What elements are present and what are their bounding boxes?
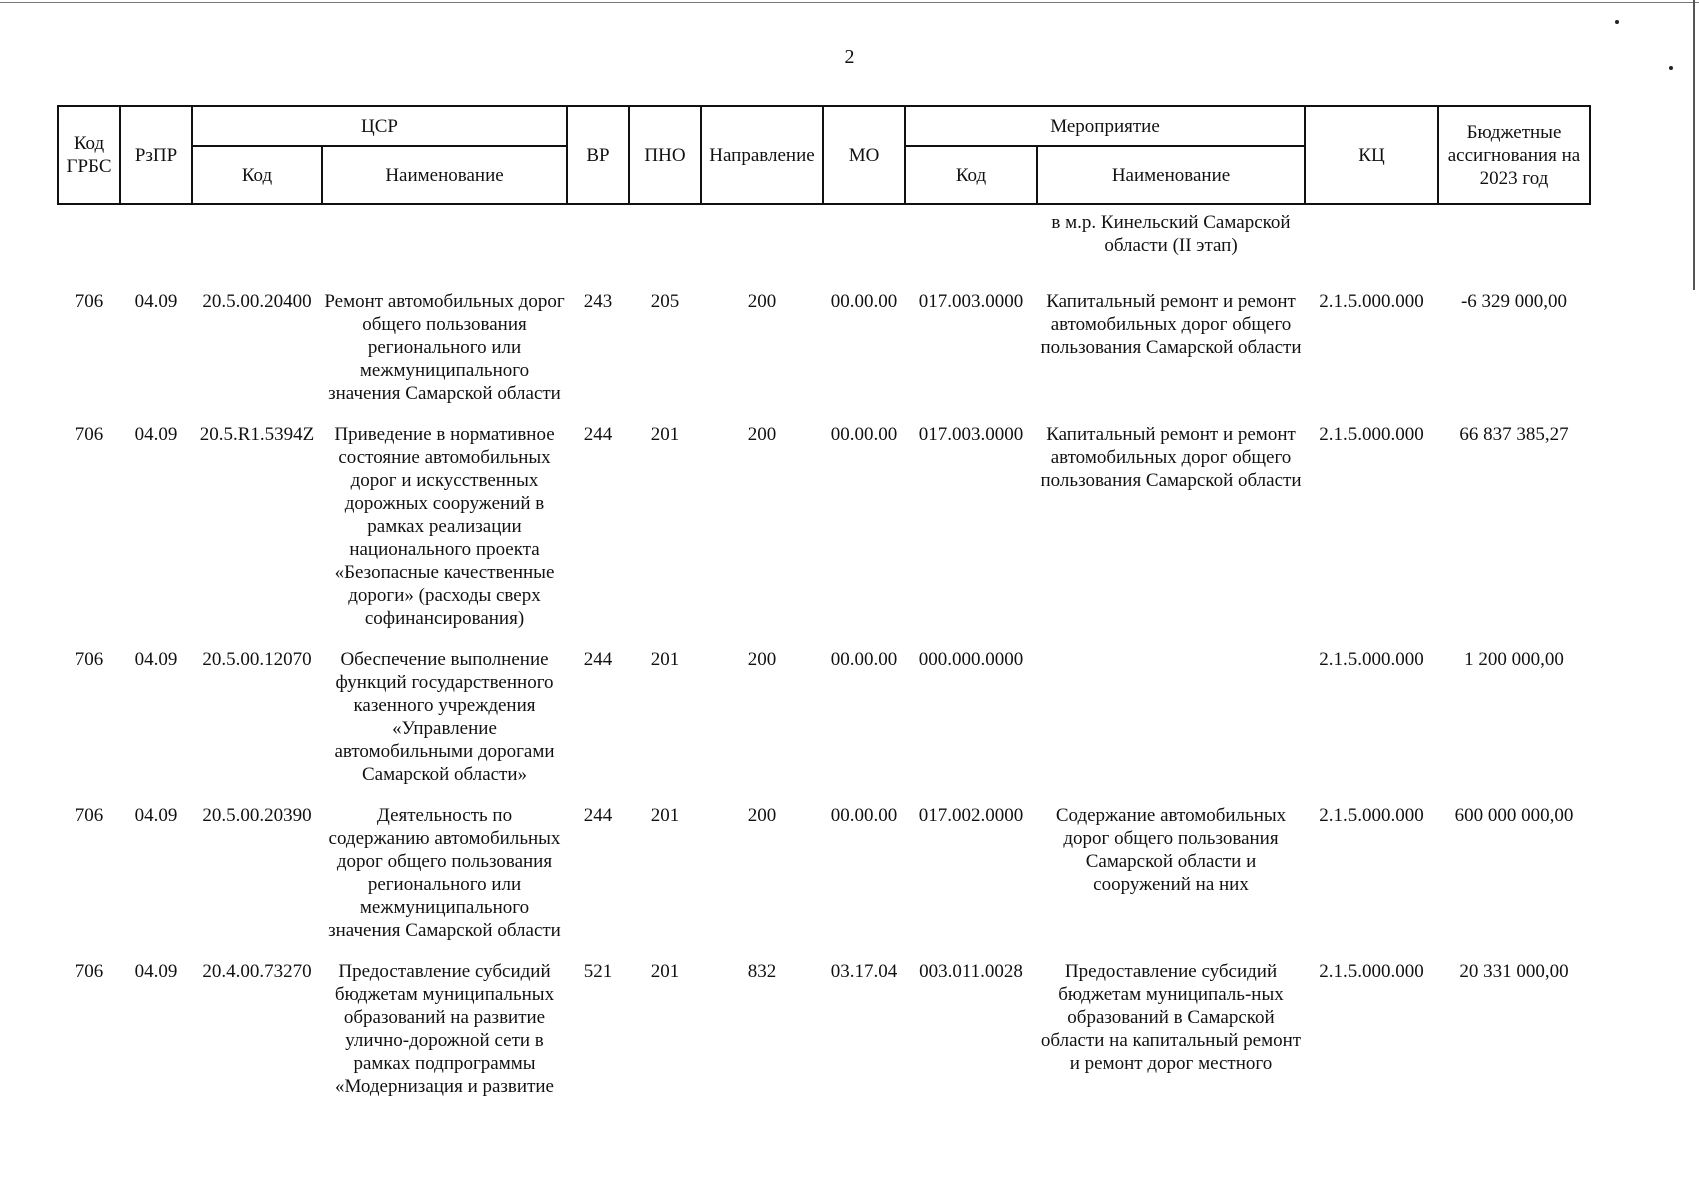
- cell-pno: 201: [650, 649, 680, 670]
- header-event-name: Наименование: [1037, 146, 1305, 204]
- header-event-code: Код: [905, 146, 1037, 204]
- header-budget: Бюджетные ассигнования на 2023 год: [1438, 106, 1590, 204]
- header-csr-code: Код: [192, 146, 322, 204]
- cell-mo: 03.17.04: [830, 961, 898, 982]
- cell-grbs: 706: [74, 424, 104, 445]
- cell-grbs: 706: [74, 649, 104, 670]
- cell-kc: 2.1.5.000.000: [1319, 805, 1424, 826]
- table-row: [58, 644, 1590, 800]
- cell-csr-code: 20.5.R1.5394Z: [199, 424, 315, 445]
- cell-direction: 832: [747, 961, 777, 982]
- cell-event-code: 003.011.0028: [919, 961, 1023, 982]
- cell-mo: 00.00.00: [830, 805, 898, 826]
- cell-event-name: Капитальный ремонт и ремонт автомобильных дорог общего пользования Самарской области: [1040, 291, 1302, 358]
- cell-csr-name: Предоставление субсидий бюджетам муниципальных образований на развитие улично-дорожной сети в рамках подпрограммы «Модернизация и развитие: [334, 961, 555, 1097]
- header-csr-name: Наименование: [322, 146, 567, 204]
- cell-csr-code: 20.5.00.12070: [202, 649, 312, 670]
- cell-direction: 200: [747, 649, 777, 670]
- scan-speck: [1615, 20, 1619, 24]
- cell-event-code: 017.002.0000: [918, 805, 1024, 826]
- cell-pno: 205: [650, 291, 680, 312]
- cell-direction: 200: [747, 291, 777, 312]
- cell-budget: -6 329 000,00: [1460, 291, 1568, 312]
- cell-csr-name: Деятельность по содержанию автомобильных дорог общего пользования регионального или межмуниципального значения Самарской области: [328, 805, 561, 941]
- table-row: [58, 419, 1590, 644]
- header-grbs: Код ГРБС: [58, 106, 120, 204]
- cell-pno: 201: [650, 961, 680, 982]
- continuation-row: [58, 204, 1590, 286]
- cell-mo: 00.00.00: [830, 291, 898, 312]
- cell-direction: 200: [747, 805, 777, 826]
- table-row: [58, 800, 1590, 956]
- cell-csr-code: 20.5.00.20390: [202, 805, 312, 826]
- cell-vr: 244: [583, 805, 613, 826]
- cell-rzpr: 04.09: [134, 961, 178, 982]
- header-mo: МО: [823, 106, 905, 204]
- cell-csr-code: 20.5.00.20400: [202, 291, 312, 312]
- cell-event-code: 017.003.0000: [918, 291, 1024, 312]
- cell-rzpr: 04.09: [134, 424, 178, 445]
- cell-csr-name: Ремонт автомобильных дорог общего пользования регионального или межмуниципального значения Самарской области: [324, 291, 565, 404]
- cell-event-name: Содержание автомобильных дорог общего пользования Самарской области и сооружений на них: [1055, 805, 1287, 895]
- cell-event-code: 017.003.0000: [918, 424, 1024, 445]
- header-direction: Направление: [701, 106, 823, 204]
- cell-grbs: 706: [74, 291, 104, 312]
- cell-csr-name: Обеспечение выполнение функций государственного казенного учреждения «Управление автомобильными дорогами Самарской области»: [334, 649, 555, 785]
- table-row: [58, 956, 1590, 1112]
- header-pno: ПНО: [629, 106, 701, 204]
- header-kc: КЦ: [1305, 106, 1438, 204]
- cell-mo: 00.00.00: [830, 649, 898, 670]
- cell-budget: 66 837 385,27: [1459, 424, 1569, 445]
- cell-rzpr: 04.09: [134, 649, 178, 670]
- budget-table: [57, 105, 1591, 1112]
- cell-rzpr: 04.09: [134, 291, 178, 312]
- cell-budget: 1 200 000,00: [1464, 649, 1564, 670]
- continuation-event-name: в м.р. Кинельский Самарской области (II этап): [1051, 212, 1291, 256]
- cell-vr: 244: [583, 424, 613, 445]
- cell-event-name: [1037, 644, 1305, 800]
- cell-mo: 00.00.00: [830, 424, 898, 445]
- cell-pno: 201: [650, 424, 680, 445]
- cell-vr: 243: [583, 291, 613, 312]
- cell-pno: 201: [650, 805, 680, 826]
- page-number: 2: [844, 46, 855, 68]
- header-rzpr: РзПР: [120, 106, 192, 204]
- table-row: [58, 286, 1590, 419]
- cell-budget: 20 331 000,00: [1459, 961, 1569, 982]
- cell-grbs: 706: [74, 961, 104, 982]
- cell-direction: 200: [747, 424, 777, 445]
- scan-right-edge-line: [1693, 0, 1695, 290]
- cell-kc: 2.1.5.000.000: [1319, 291, 1424, 312]
- cell-csr-name: Приведение в нормативное состояние автомобильных дорог и искусственных дорожных сооружений в рамках реализации национального проекта «Безопасные качественные дороги» (расходы сверх софинансирования): [334, 424, 555, 629]
- cell-event-name: Капитальный ремонт и ремонт автомобильных дорог общего пользования Самарской области: [1040, 424, 1302, 491]
- cell-kc: 2.1.5.000.000: [1319, 961, 1424, 982]
- cell-vr: 521: [583, 961, 613, 982]
- cell-event-name: Предоставление субсидий бюджетам муниципаль-ных образований в Самарской области на капитальный ремонт и ремонт дорог местного: [1040, 961, 1302, 1074]
- cell-kc: 2.1.5.000.000: [1319, 649, 1424, 670]
- cell-vr: 244: [583, 649, 613, 670]
- header-event: Мероприятие: [905, 106, 1305, 146]
- cell-grbs: 706: [74, 805, 104, 826]
- cell-csr-code: 20.4.00.73270: [202, 961, 312, 982]
- header-csr: ЦСР: [192, 106, 567, 146]
- scan-top-edge-line: [0, 2, 1699, 3]
- cell-event-code: 000.000.0000: [918, 649, 1024, 670]
- header-vr: ВР: [567, 106, 629, 204]
- cell-rzpr: 04.09: [134, 805, 178, 826]
- cell-kc: 2.1.5.000.000: [1319, 424, 1424, 445]
- cell-budget: 600 000 000,00: [1454, 805, 1574, 826]
